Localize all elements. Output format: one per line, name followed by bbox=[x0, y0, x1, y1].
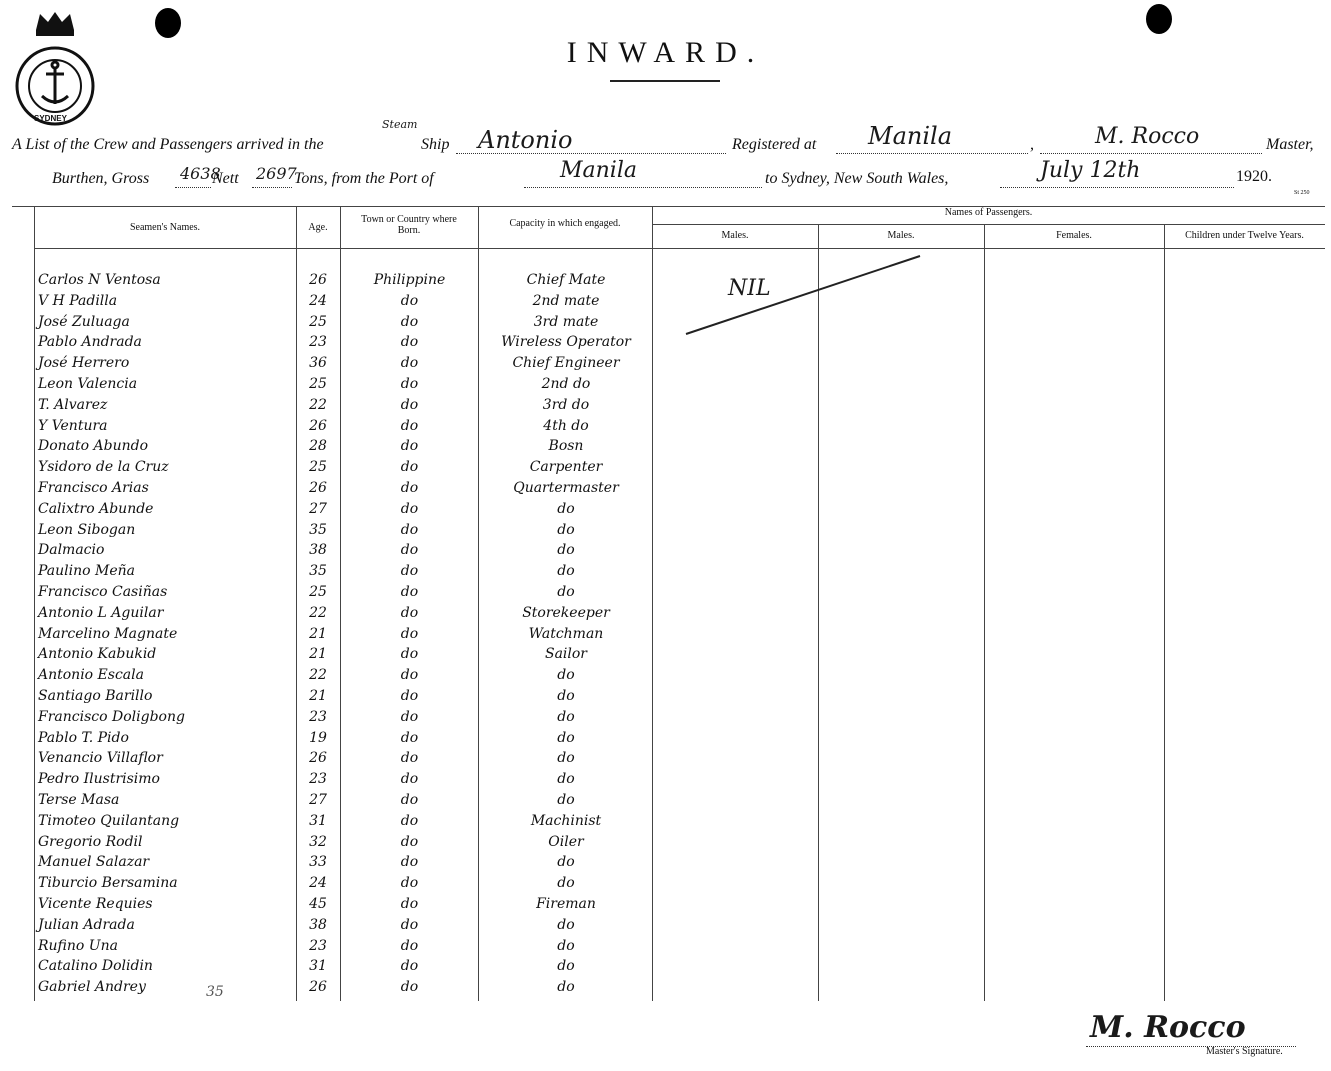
crew-town: do bbox=[400, 750, 419, 766]
crew-town: do bbox=[400, 979, 419, 995]
crew-age: 27 bbox=[309, 792, 327, 808]
year: 1920. bbox=[1236, 168, 1272, 185]
crew-name: Santiago Barillo bbox=[38, 688, 153, 704]
crew-town: do bbox=[400, 834, 419, 850]
crew-capacity: do bbox=[557, 854, 575, 870]
to-label: to Sydney, New South Wales, bbox=[765, 170, 949, 187]
crew-name: Donato Abundo bbox=[38, 438, 149, 454]
crew-town: do bbox=[400, 730, 419, 746]
crew-age: 25 bbox=[309, 376, 327, 392]
gross-line bbox=[175, 187, 211, 188]
form-code: St 250 bbox=[1294, 190, 1310, 196]
crew-capacity: 4th do bbox=[543, 418, 589, 434]
crew-town: do bbox=[400, 293, 419, 309]
col-header-females: Females. bbox=[1056, 230, 1092, 241]
crew-capacity: do bbox=[557, 542, 575, 558]
tons-label: Tons, from the Port of bbox=[294, 170, 434, 187]
crew-town: do bbox=[400, 875, 419, 891]
crew-name: José Zuluaga bbox=[38, 314, 130, 330]
ship-label: Ship bbox=[421, 136, 450, 153]
crew-capacity: Wireless Operator bbox=[501, 334, 631, 350]
col-line-2 bbox=[340, 206, 341, 1001]
crew-age: 31 bbox=[309, 813, 327, 829]
crew-capacity: do bbox=[557, 979, 575, 995]
registered-line bbox=[836, 153, 1028, 154]
crew-capacity: do bbox=[557, 730, 575, 746]
gross-tons: 4638 bbox=[180, 164, 221, 183]
crew-capacity: Quartermaster bbox=[513, 480, 619, 496]
nett-line bbox=[252, 187, 292, 188]
crew-name: Vicente Requies bbox=[38, 896, 153, 912]
crew-town: do bbox=[400, 459, 419, 475]
crew-capacity: 3rd do bbox=[542, 397, 590, 413]
crew-capacity: 2nd do bbox=[541, 376, 591, 392]
crew-name: Francisco Doligbong bbox=[38, 709, 185, 725]
ship-name: Antonio bbox=[478, 126, 573, 154]
crew-capacity: do bbox=[557, 563, 575, 579]
crew-name: Manuel Salazar bbox=[38, 854, 150, 870]
crew-name: Catalino Dolidin bbox=[38, 958, 153, 974]
master-name: M. Rocco bbox=[1095, 124, 1200, 149]
col-line-4 bbox=[652, 206, 653, 1001]
master-signature: M. Rocco bbox=[1090, 1010, 1246, 1045]
crew-town: do bbox=[400, 667, 419, 683]
crew-age: 35 bbox=[309, 563, 327, 579]
signature-label: Master's Signature. bbox=[1206, 1046, 1283, 1057]
crew-age: 35 bbox=[309, 522, 327, 538]
crew-age: 45 bbox=[309, 896, 327, 912]
crew-capacity: do bbox=[557, 875, 575, 891]
crew-age: 23 bbox=[309, 938, 327, 954]
crew-name: Gabriel Andrey bbox=[38, 979, 146, 995]
crew-town: do bbox=[400, 813, 419, 829]
date-line bbox=[1000, 187, 1234, 188]
crew-name: Venancio Villaflor bbox=[38, 750, 163, 766]
crew-capacity: Machinist bbox=[530, 813, 602, 829]
crew-age: 22 bbox=[309, 667, 327, 683]
crew-name: Ysidoro de la Cruz bbox=[38, 459, 169, 475]
crew-age: 26 bbox=[309, 418, 327, 434]
crew-name: Gregorio Rodil bbox=[38, 834, 143, 850]
crew-name: Pablo Andrada bbox=[38, 334, 142, 350]
crew-town: do bbox=[400, 688, 419, 704]
crew-name: Paulino Meña bbox=[38, 563, 135, 579]
crew-capacity: do bbox=[557, 584, 575, 600]
crew-town: do bbox=[400, 334, 419, 350]
crew-town: do bbox=[400, 792, 419, 808]
crew-age: 27 bbox=[309, 501, 327, 517]
comma: , bbox=[1030, 136, 1034, 153]
nett-label: Nett bbox=[212, 170, 239, 187]
crew-name: Francisco Casiñas bbox=[38, 584, 168, 600]
crew-age: 33 bbox=[309, 854, 327, 870]
crew-capacity: do bbox=[557, 917, 575, 933]
crew-age: 26 bbox=[309, 480, 327, 496]
col-line-6 bbox=[984, 224, 985, 1001]
crew-capacity: 3rd mate bbox=[533, 314, 599, 330]
crew-capacity: do bbox=[557, 750, 575, 766]
crew-name: José Herrero bbox=[38, 355, 130, 371]
col-header-town: Town or Country where Born. bbox=[361, 214, 457, 236]
crew-name: Antonio L Aguilar bbox=[38, 605, 164, 621]
crew-town: do bbox=[400, 917, 419, 933]
crew-capacity: Sailor bbox=[544, 646, 587, 662]
crew-age: 23 bbox=[309, 771, 327, 787]
crew-town: do bbox=[400, 771, 419, 787]
col-header-age: Age. bbox=[308, 222, 328, 233]
crew-name: Leon Sibogan bbox=[38, 522, 136, 538]
crew-town: do bbox=[400, 522, 419, 538]
crew-town: do bbox=[400, 896, 419, 912]
steam-note: Steam bbox=[382, 118, 418, 131]
crew-age: 22 bbox=[309, 605, 327, 621]
crew-town: do bbox=[400, 563, 419, 579]
crew-capacity: Chief Engineer bbox=[512, 355, 620, 371]
col-line-5 bbox=[818, 224, 819, 1001]
crew-age: 32 bbox=[309, 834, 327, 850]
crew-capacity: do bbox=[557, 958, 575, 974]
crew-capacity: do bbox=[557, 771, 575, 787]
ship-name-line bbox=[456, 153, 726, 154]
crew-age: 19 bbox=[309, 730, 327, 746]
crew-age: 21 bbox=[309, 626, 327, 642]
crew-town: do bbox=[400, 938, 419, 954]
crew-age: 25 bbox=[309, 314, 327, 330]
col-line-3 bbox=[478, 206, 479, 1001]
crew-age: 23 bbox=[309, 709, 327, 725]
crew-capacity: Oiler bbox=[548, 834, 584, 850]
crew-name: Timoteo Quilantang bbox=[38, 813, 180, 829]
crew-name: Tiburcio Bersamina bbox=[38, 875, 178, 891]
crew-name: Antonio Kabukid bbox=[38, 646, 157, 662]
crew-town: do bbox=[400, 376, 419, 392]
col-header-males-1: Males. bbox=[721, 230, 749, 241]
crew-capacity: do bbox=[557, 501, 575, 517]
crew-town: do bbox=[400, 646, 419, 662]
crew-name: Carlos N Ventosa bbox=[38, 272, 161, 288]
crew-capacity: Storekeeper bbox=[522, 605, 610, 621]
crew-capacity: Bosn bbox=[548, 438, 584, 454]
col-header-names: Seamen's Names. bbox=[129, 222, 201, 233]
crew-age: 36 bbox=[309, 355, 327, 371]
crew-town: do bbox=[400, 355, 419, 371]
crew-town: do bbox=[400, 314, 419, 330]
crew-capacity: do bbox=[557, 667, 575, 683]
tally-mark: 35 bbox=[206, 984, 224, 1000]
crew-name: Y Ventura bbox=[38, 418, 108, 434]
crew-name: T. Alvarez bbox=[38, 397, 108, 413]
registered-port: Manila bbox=[868, 122, 952, 150]
crew-capacity: do bbox=[557, 522, 575, 538]
title-rule bbox=[610, 80, 720, 82]
form-title: INWARD. bbox=[566, 36, 765, 69]
crew-town: do bbox=[400, 854, 419, 870]
nett-tons: 2697 bbox=[256, 164, 297, 183]
col-header-children: Children under Twelve Years. bbox=[1185, 230, 1304, 241]
punch-hole-left bbox=[155, 8, 181, 38]
arrival-date: July 12th bbox=[1040, 158, 1141, 183]
seal-city: SYDNEY bbox=[34, 114, 67, 123]
crew-capacity: do bbox=[557, 709, 575, 725]
nil-strike-line bbox=[684, 252, 924, 338]
col-header-capacity: Capacity in which engaged. bbox=[509, 218, 621, 229]
crew-name: Leon Valencia bbox=[38, 376, 138, 392]
crew-town: do bbox=[400, 480, 419, 496]
crew-age: 31 bbox=[309, 958, 327, 974]
crew-name: Dalmacio bbox=[38, 542, 105, 558]
col-header-males-2: Males. bbox=[887, 230, 915, 241]
crew-town: do bbox=[400, 418, 419, 434]
crew-name: Pablo T. Pido bbox=[38, 730, 129, 746]
crew-town: Philippine bbox=[373, 272, 446, 288]
crew-age: 38 bbox=[309, 917, 327, 933]
crew-capacity: do bbox=[557, 688, 575, 704]
col-line-0 bbox=[34, 206, 35, 1001]
crew-town: do bbox=[400, 709, 419, 725]
crew-capacity: Carpenter bbox=[529, 459, 603, 475]
crew-name: Calixtro Abunde bbox=[38, 501, 154, 517]
crew-age: 28 bbox=[309, 438, 327, 454]
header-prefix: A List of the Crew and Passengers arrived in the bbox=[12, 136, 324, 153]
crew-town: do bbox=[400, 958, 419, 974]
crew-name: Julian Adrada bbox=[38, 917, 135, 933]
col-line-7 bbox=[1164, 224, 1165, 1001]
crew-age: 21 bbox=[309, 688, 327, 704]
master-line bbox=[1040, 153, 1262, 154]
crew-age: 26 bbox=[309, 750, 327, 766]
crew-age: 23 bbox=[309, 334, 327, 350]
crew-name: Antonio Escala bbox=[38, 667, 144, 683]
crew-age: 26 bbox=[309, 272, 327, 288]
crew-town: do bbox=[400, 584, 419, 600]
registered-label: Registered at bbox=[732, 136, 817, 153]
crew-name: Marcelino Magnate bbox=[38, 626, 178, 642]
crew-age: 21 bbox=[309, 646, 327, 662]
passengers-subrule bbox=[652, 224, 1325, 225]
crew-age: 26 bbox=[309, 979, 327, 995]
crew-age: 24 bbox=[309, 293, 327, 309]
crew-name: Terse Masa bbox=[38, 792, 120, 808]
crew-town: do bbox=[400, 542, 419, 558]
crew-age: 25 bbox=[309, 584, 327, 600]
crew-age: 24 bbox=[309, 875, 327, 891]
crew-age: 38 bbox=[309, 542, 327, 558]
crew-capacity: Chief Mate bbox=[526, 272, 606, 288]
from-port: Manila bbox=[560, 158, 637, 183]
crew-age: 22 bbox=[309, 397, 327, 413]
table-header-rule bbox=[34, 248, 1325, 249]
master-label: Master, bbox=[1266, 136, 1314, 153]
crew-age: 25 bbox=[309, 459, 327, 475]
passengers-nil: NIL bbox=[728, 276, 771, 301]
crew-capacity: do bbox=[557, 938, 575, 954]
crew-town: do bbox=[400, 605, 419, 621]
seal-outer-text bbox=[10, 10, 11, 11]
crew-name: Rufino Una bbox=[38, 938, 118, 954]
crew-capacity: 2nd mate bbox=[532, 293, 600, 309]
crew-capacity: Fireman bbox=[536, 896, 596, 912]
crew-town: do bbox=[400, 501, 419, 517]
crew-town: do bbox=[400, 397, 419, 413]
crew-town: do bbox=[400, 626, 419, 642]
col-header-passengers: Names of Passengers. bbox=[944, 207, 1033, 218]
crew-name: Pedro Ilustrisimo bbox=[38, 771, 160, 787]
crew-capacity: do bbox=[557, 792, 575, 808]
crew-name: V H Padilla bbox=[38, 293, 118, 309]
burthen-label: Burthen, Gross bbox=[52, 170, 150, 187]
crew-capacity: Watchman bbox=[528, 626, 604, 642]
from-port-line bbox=[524, 187, 762, 188]
crew-town: do bbox=[400, 438, 419, 454]
punch-hole-right bbox=[1146, 4, 1172, 34]
crew-name: Francisco Arias bbox=[38, 480, 149, 496]
